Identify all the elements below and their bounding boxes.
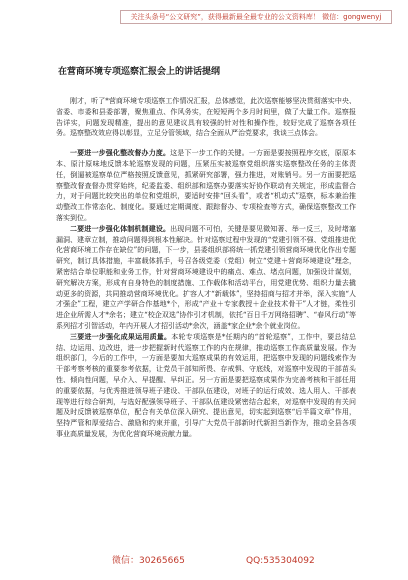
paragraph-lead: 三要进一步强化成果运用质量。 [70,331,172,341]
promo-banner: 关注头条号“公文研究”，获得最新最全最专业的公文资料库！ 微信：gongwenyj [120,10,392,24]
qq-contact: QQ:535304092 [246,556,315,566]
paragraph [56,148,356,224]
paragraph-lead: 一要进一步强化整改督办力度。 [70,148,171,158]
paragraph [56,332,356,440]
contact-footer [0,553,408,569]
wechat-contact: 微信：30265665 [112,556,185,566]
document-body [56,96,356,440]
paragraph-lead: 二要进一步强化体制机制建设。 [70,223,171,233]
paragraph-text: 这是下一步工作的关键。一方面是要按照程序交底，原原本本、原汁原味地反馈本轮巡察发现的问题，压紧压实被巡察党组织落实巡察整改任务的主体责任，倒逼被巡察单位严格按照反馈意见，抓紧研究部署，强力推进，对账销号。另一方面要把巡察整改督查督办贯穿始终，纪委监委、组织部和巡察办要落实好协作联动有关规定，形成监督合力，对于问题比较突出的单位和党组织，要适时安排“回头看”，或者“机动式”巡察，标本兼治推动整改工作常态化、制度化。要通过定期调度、跟踪督办、专项检查等方式，确保巡察整改工作落实到位。 [56,149,357,222]
paragraph [56,96,356,139]
paragraph [56,224,356,332]
paragraph-text: 出现问题不可怕，关键是要见微知著、举一反三，及时堵塞漏洞、建章立制，推动问题得到根本性解决。针对巡察过程中发现的“党建引领不强、党组推进优化营商环境工作存在缺位”的问题，下一步，县委组织部将统一抓党建引领营商环境优化作出专题研究，制订具体措施，丰富载体抓手，号召各级党委（党组）树立“党建＋营商环境建设”理念，紧密结合单位职能和业务工作，针对营商环境建设中的痛点、难点、堵点问题，加强设计谋划，研究解决方案，形成有自身特色的制度措施、工作载体和活动平台，用党建优势、组织力量去撬动更多的资源，共同推动营商环境优化。扩容人才“新载体”，坚持招商与招才并举，深入实施“人才强企”工程，建立产学研合作基地*个，形成“产业＋专家教授＋企业技术骨干”人才链，柔性引进企业所需人才*余名；建立“校企双选”协作引才机制，依托“百日千万网络招聘”、“春风行动”等系列招才引智活动，年内开展人才招引活动*余次，涵盖*家企业*余个就业岗位。 [56,224,357,330]
document-title: 在营商环境专项巡察汇报会上的讲话提纲 [58,67,221,77]
paragraph-text: 刚才，听了*营商环境专项巡察工作情况汇报，总体感觉，此次巡察能够坚决贯彻落实中央、省委、市委和县委部署，聚焦重点、作风务实，在短短两个多月时间里，做了大量工作。巡察报告详实，问题发现精准，提出的意见建议具有较强的针对性和操作性，较好完成了巡察各项任务。巡察整改效应得以彰显，立足分管领域，结合全面从严治党要求，我谈三点体会。 [56,97,356,138]
paragraph-text: 本轮专项巡察是*任期内的“首轮巡察”，工作中，要总结总结、边运用、边改进，进一步把握新时代巡察工作的内在规律，推动巡察工作高质量发展。作为组织部门，今后的工作中，一方面是要加大巡察成果的有效运用，把巡察中发现的问题线索作为干部考察考核的重要参考依据，让党员干部知所畏、存戒惧、守底线，对巡察中发现的干部苗头性、倾向性问题，早介入、早提醒、早纠正。另一方面是要把巡察成果作为完善考核和干部任用的重要依据，与优秀推进领导班子建设、干部队伍建设，对班子的运行成效、选人用人、干部表现等进行综合研判，与选好配强领导班子、干部队伍建设紧密结合起来，对巡察中发现的有关问题及时反馈被巡察单位，配合有关单位深入研究、提出意见，切实起到巡察“后半篇文章”作用，坚持严管和厚爱结合、激励和约束并重，引导广大党员干部新时代新担当新作为，推动全县各项事业高质量发展，为优化营商环境贡献力量。 [56,332,356,438]
